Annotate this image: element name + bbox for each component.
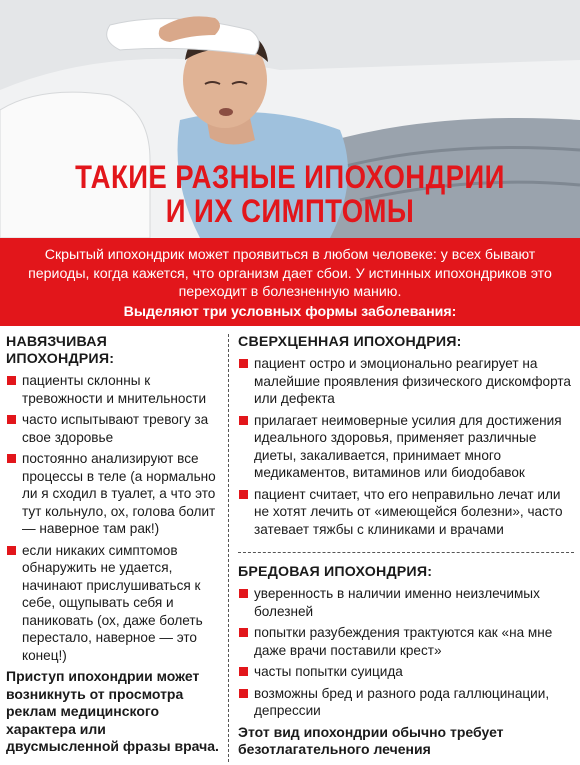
column-divider: [228, 334, 229, 762]
hero-illustration: [0, 0, 580, 238]
bullet-square-icon: [239, 416, 248, 425]
bullet-square-icon: [7, 415, 16, 424]
bullet-square-icon: [7, 546, 16, 555]
bullet-square-icon: [239, 667, 248, 676]
bullet-square-icon: [7, 376, 16, 385]
headline: [41, 160, 540, 228]
list-item-text: прилагает неимоверные усилия для достижения идеального здоровья, применяет различные диеты, закаливается, принимает много медикаментов, витаминов или биодобавок: [254, 412, 562, 480]
list-item: [6, 450, 220, 538]
section-closing: Приступ ипохондрии может возникнуть от просмотра реклам медицинского характера или двусмысленной фразы врача.: [6, 668, 219, 754]
intro-forms-line: Выделяют три условных формы заболевания:: [123, 303, 457, 320]
list-item-text: если никаких симптомов обнаружить не удается, начинают прислушиваться к себе, ощупывать себя и паниковать (ох, даже болеть перестало, наверное — это конец!): [22, 542, 203, 663]
intro-text: Скрытый ипохондрик может проявиться в любом человеке: у всех бывают периоды, когда кажется, что организм дает сбои. У истинных ипохондриков это переходит в болезненную манию.: [28, 247, 552, 300]
headline-line1: ТАКИЕ РАЗНЫЕ ИПОХОНДРИИ: [75, 159, 505, 195]
list-item-text: часты попытки суицида: [254, 664, 403, 679]
headline-line2: И ИХ СИМПТОМЫ: [165, 193, 415, 229]
list-item-text: часто испытывают тревогу за свое здоровье: [22, 412, 209, 445]
list-item-text: пациент остро и эмоционально реагирует на малейшие проявления физического дискомфорта или дефекта: [254, 356, 571, 406]
section-title-line2: ИПОХОНДРИЯ:: [6, 351, 115, 367]
section-title: БРЕДОВАЯ ИПОХОНДРИЯ:: [238, 564, 433, 580]
list-item-text: уверенность в наличии именно неизлечимых болезней: [254, 586, 540, 619]
list-item: [238, 486, 576, 539]
bullet-square-icon: [239, 589, 248, 598]
obsessive-hypochondria-section: [6, 334, 220, 756]
list-item: [6, 372, 220, 407]
list-item: [238, 355, 576, 408]
bullet-square-icon: [7, 454, 16, 463]
list-item-text: пациенты склонны к тревожности и мнительности: [22, 373, 207, 406]
section-title: [6, 334, 220, 368]
list-item: [238, 685, 576, 720]
bullet-square-icon: [239, 490, 248, 499]
bullet-square-icon: [239, 628, 248, 637]
list-item-text: попытки разубеждения трактуются как «на мне даже врачи поставили крест»: [254, 625, 553, 658]
list-item: [6, 542, 220, 665]
bullet-square-icon: [239, 689, 248, 698]
section-divider: [238, 552, 574, 553]
section-closing: Этот вид ипохондрии обычно требует безотлагательного лечения: [238, 723, 504, 757]
overvalued-hypochondria-section: [238, 334, 576, 542]
bullet-square-icon: [239, 359, 248, 368]
list-item: [238, 412, 576, 482]
list-item: [238, 624, 576, 659]
delusional-hypochondria-section: [238, 564, 576, 759]
list-item: [238, 585, 576, 620]
section-title-line1: НАВЯЗЧИВАЯ: [6, 334, 108, 350]
list-item-text: пациент считает, что его неправильно лечат или не хотят лечить от «имеющейся болезни», часто затевает тяжбы с клиниками и врачами: [254, 486, 563, 537]
list-item-text: возможны бред и разного рода галлюцинации, депрессии: [254, 685, 550, 718]
list-item: [238, 663, 576, 681]
list-item: [6, 411, 220, 446]
intro-banner: [0, 238, 580, 326]
list-item-text: постоянно анализируют все процессы в теле (а нормально ли я сходил в туалет, а что это тут кольнуло, ох, голова болит — наверное там рак!): [22, 451, 216, 536]
section-title: СВЕРХЦЕННАЯ ИПОХОНДРИЯ:: [238, 334, 462, 350]
